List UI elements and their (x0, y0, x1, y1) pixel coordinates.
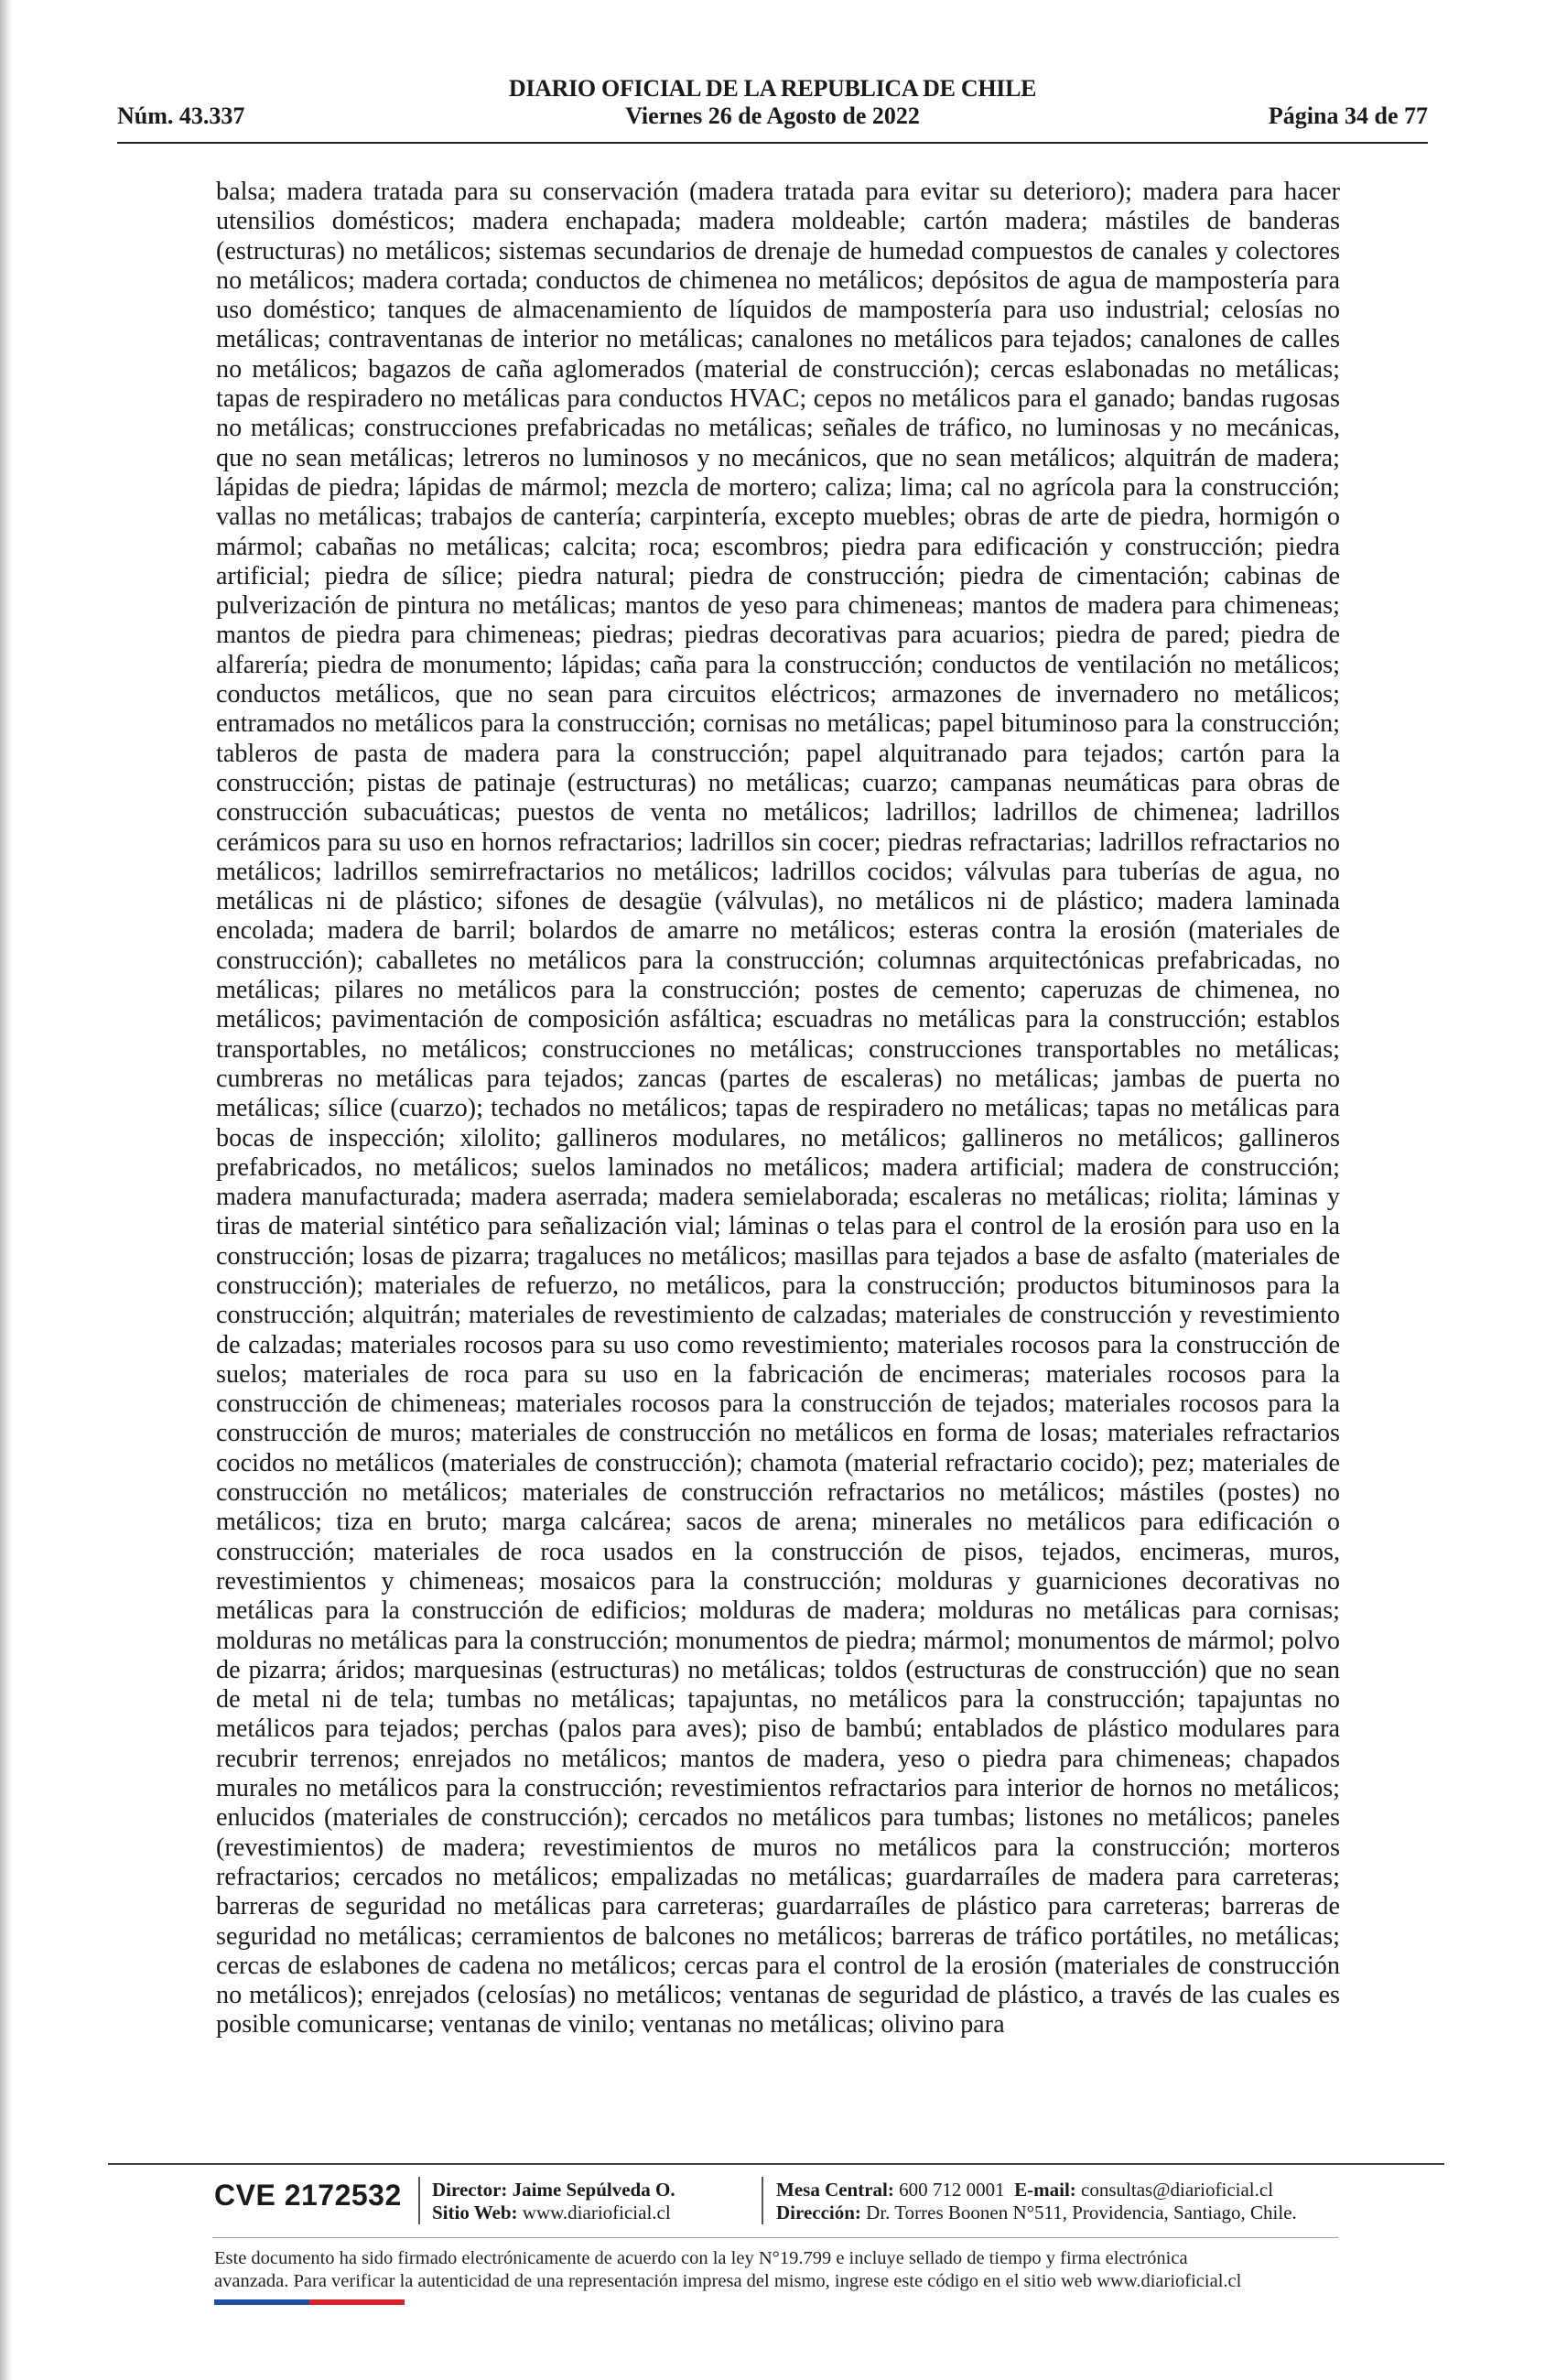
page-number: Página 34 de 77 (1268, 103, 1428, 129)
flag-red-segment (309, 2299, 405, 2305)
issue-number: Núm. 43.337 (117, 103, 245, 129)
mesa-phone: 600 712 0001 (899, 2179, 1005, 2201)
footer-separator (762, 2177, 763, 2224)
flag-blue-segment (214, 2299, 309, 2305)
legal-line: avanzada. Para verificar la autenticidad de una representación impresa del mismo, ingrese este código en el sitio web www.diarioficial.cl (214, 2271, 1242, 2291)
legal-notice (214, 2247, 1349, 2293)
body-paragraph: balsa; madera tratada para su conservación (madera tratada para evitar su deterioro); madera para hacer utensilios domésticos; madera enchapada; madera moldeable; cartón madera; mástiles de banderas (estructuras) no metálicos; sistemas secundarios de drenaje de humedad compuestos de canales y colectores no metálicos; madera cortada; conductos de chimenea no metálicos; depósitos de agua de mampostería para uso doméstico; tanques de almacenamiento de líquidos de mampostería para uso industrial; celosías no metálicas; contraventanas de interior no metálicas; canalones no metálicos para tejados; canalones de calles no metálicos; bagazos de caña aglomerados (material de construcción); cercas eslabonadas no metálicas; tapas de respiradero no metálicas para conductos HVAC; cepos no metálicos para el ganado; bandas rugosas no metálicas; construcciones prefabricadas no metálicas; señales de tráfico, no luminosas y no mecánicas, que no sean metálicas; letreros no luminosos y no mecánicos, que no sean metálicos; alquitrán de madera; lápidas de piedra; lápidas de mármol; mezcla de mortero; caliza; lima; cal no agrícola para la construcción; vallas no metálicas; trabajos de cantería; carpintería, excepto muebles; obras de arte de piedra, hormigón o mármol; cabañas no metálicas; calcita; roca; escombros; piedra para edificación y construcción; piedra artificial; piedra de sílice; piedra natural; piedra de construcción; piedra de cimentación; cabinas de pulverización de pintura no metálicas; mantos de yeso para chimeneas; mantos de madera para chimeneas; mantos de piedra para chimeneas; piedras; piedras decorativas para acuarios; piedra de pared; piedra de alfarería; piedra de monumento; lápidas; caña para la construcción; conductos de ventilación no metálicos; conductos metálicos, que no sean para circuitos eléctricos; armazones de invernadero no metálicos; entramados no metálicos para la construcción; cornisas no metálicas; papel bituminoso para la construcción; tableros de pasta de madera para la construcción; papel alquitranado para tejados; cartón para la construcción; pistas de patinaje (estructuras) no metálicas; cuarzo; campanas neumáticas para obras de construcción subacuáticas; puestos de venta no metálicos; ladrillos; ladrillos de chimenea; ladrillos cerámicos para su uso en hornos refractarios; ladrillos sin cocer; piedras refractarias; ladrillos refractarios no metálicos; ladrillos semirrefractarios no metálicos; ladrillos cocidos; válvulas para tuberías de agua, no metálicas ni de plástico; sifones de desagüe (válvulas), no metálicos ni de plástico; madera laminada encolada; madera de barril; bolardos de amarre no metálicos; esteras contra la erosión (materiales de construcción); caballetes no metálicos para la construcción; columnas arquitectónicas prefabricadas, no metálicas; pilares no metálicos para la construcción; postes de cemento; caperuzas de chimenea, no metálicos; pavimentación de composición asfáltica; escuadras no metálicas para la construcción; establos transportables, no metálicos; construcciones no metálicas; construcciones transportables no metálicas; cumbreras no metálicas para tejados; zancas (partes de escaleras) no metálicas; jambas de puerta no metálicas; sílice (cuarzo); techados no metálicos; tapas de respiradero no metálicas; tapas no metálicas para bocas de inspección; xilolito; gallineros modulares, no metálicos; gallineros no metálicos; gallineros prefabricados, no metálicos; suelos laminados no metálicos; madera artificial; madera de construcción; madera manufacturada; madera aserrada; madera semielaborada; escaleras no metálicas; riolita; láminas y tiras de material sintético para señalización vial; láminas o telas para el control de la erosión para uso en la construcción; losas de pizarra; tragaluces no metálicos; masillas para tejados a base de asfalto (materiales de construcción); materiales de refuerzo, no metálicos, para la construcción; productos bituminosos para la construcción; alquitrán; materiales de revestimiento de calzadas; materiales de construcción y revestimiento de calzadas; materiales rocosos para su uso como revestimiento; materiales rocosos para la construcción de suelos; materiales de roca para su uso en la fabricación de encimeras; materiales rocosos para la construcción de chimeneas; materiales rocosos para la construcción de tejados; materiales rocosos para la construcción de muros; materiales de construcción no metálicos en forma de losas; materiales refractarios cocidos no metálicos (materiales de construcción); chamota (material refractario cocido); pez; materiales de construcción no metálicos; materiales de construcción refractarios no metálicos; mástiles (postes) no metálicos; tiza en bruto; marga calcárea; sacos de arena; minerales no metálicos para edificación o construcción; materiales de roca usados en la construcción de pisos, tejados, encimeras, muros, revestimientos y chimeneas; mosaicos para la construcción; molduras y guarniciones decorativas no metálicas para la construcción de edificios; molduras de madera; molduras no metálicas para cornisas; molduras no metálicas para la construcción; monumentos de piedra; mármol; monumentos de mármol; polvo de pizarra; áridos; marquesinas (estructuras) no metálicas; toldos (estructuras de construcción) que no sean de metal ni de tela; tumbas no metálicas; tapajuntas, no metálicos para la construcción; tapajuntas no metálicos para tejados; perchas (palos para aves); piso de bambú; entablados de plástico modulares para recubrir terrenos; enrejados no metálicos; mantos de madera, yeso o piedra para chimeneas; chapados murales no metálicos para la construcción; revestimientos refractarios para interior de hornos no metálicos; enlucidos (materiales de construcción); cercados no metálicos para tumbas; listones no metálicos; paneles (revestimientos) de madera; revestimientos de muros no metálicos para la construcción; morteros refractarios; cercados no metálicos; empalizadas no metálicas; guardarraíles de madera para carreteras; barreras de seguridad no metálicas para carreteras; guardarraíles de plástico para carreteras; barreras de seguridad no metálicas; cerramientos de balcones no metálicos; barreras de tráfico portátiles, no metálicas; cercas de eslabones de cadena no metálicos; cercas para el control de la erosión (materiales de construcción no metálicos); enrejados (celosías) no metálicos; ventanas de seguridad de plástico, a través de las cuales es posible comunicarse; ventanas de vinilo; ventanas no metálicas; olivino para (216, 178, 1340, 2039)
legal-line: Este documento ha sido firmado electrónicamente de acuerdo con la ley N°19.799 e incluye sellado de tiempo y firma electrónica (214, 2248, 1188, 2268)
footer-divider (108, 2163, 1444, 2165)
footer-director-block (432, 2179, 675, 2224)
cve-code: CVE 2172532 (214, 2179, 402, 2212)
newspaper-title: DIARIO OFICIAL DE LA REPUBLICA DE CHILE (508, 75, 1037, 102)
page-header (117, 75, 1428, 148)
email-label: E-mail: (1014, 2179, 1076, 2201)
issue-date: Viernes 26 de Agosto de 2022 (625, 103, 920, 129)
director-name: Jaime Sepúlveda O. (512, 2179, 675, 2201)
address-label: Dirección: (776, 2202, 861, 2223)
website-label: Sitio Web: (432, 2202, 518, 2223)
footer-contact-block (776, 2179, 1297, 2224)
legal-divider (212, 2237, 1338, 2238)
footer-separator (418, 2177, 420, 2224)
header-divider (117, 142, 1428, 144)
address-value: Dr. Torres Boonen N°511, Providencia, Santiago, Chile. (866, 2202, 1297, 2223)
flag-color-bar (214, 2299, 405, 2305)
website-link[interactable]: www.diarioficial.cl (522, 2202, 671, 2223)
mesa-label: Mesa Central: (776, 2179, 894, 2201)
email-link[interactable]: consultas@diarioficial.cl (1081, 2179, 1274, 2201)
director-label: Director: (432, 2179, 508, 2201)
page-scan-edge (0, 0, 13, 2380)
